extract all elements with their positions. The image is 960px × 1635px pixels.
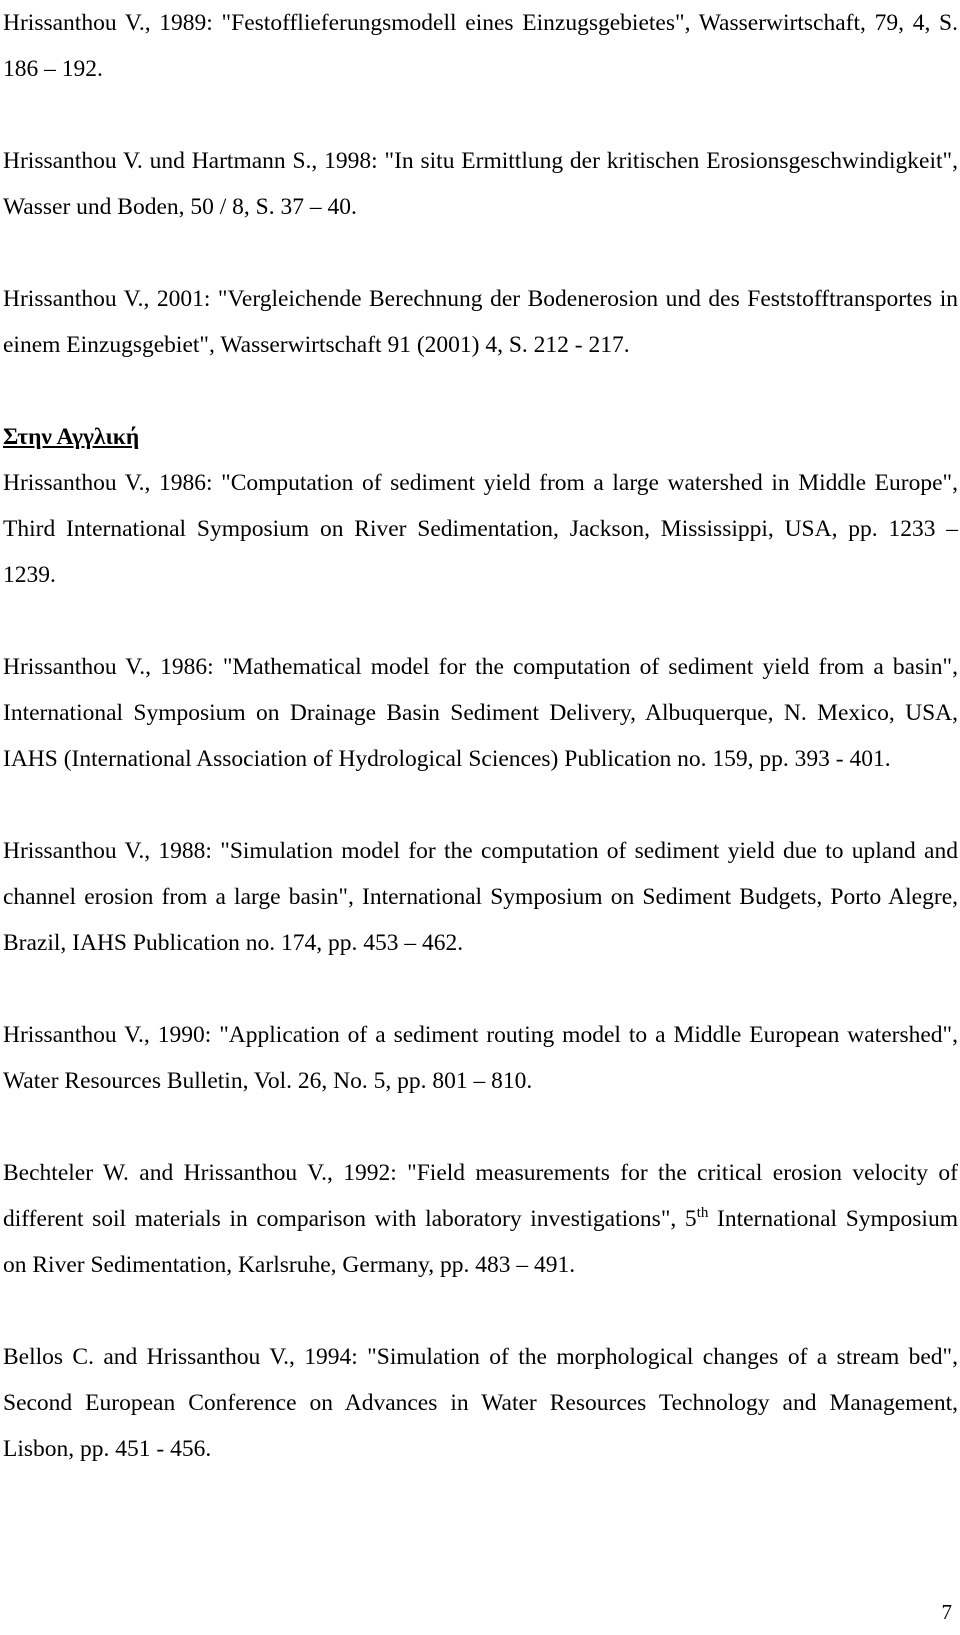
reference-text-part: International Symposium on River Sedimentation, Karlsruhe, Germany, pp. 483 – 491. (3, 1206, 958, 1278)
reference-entry: Hrissanthou V., 1990: "Application of a sediment routing model to a Middle European watershed", Water Resources Bulletin, Vol. 26, No. 5, pp. 801 – 810. (3, 1022, 958, 1094)
reference-entry: Hrissanthou V., 2001: "Vergleichende Berechnung der Bodenerosion und des Feststofftransportes in einem Einzugsgebiet", Wasserwirtschaft 91 (2001) 4, S. 212 - 217. (3, 286, 958, 358)
page-number: 7 (941, 1600, 952, 1624)
section-heading: Στην Αγγλική (3, 424, 140, 450)
ordinal-superscript: th (696, 1205, 709, 1222)
reference-entry: Hrissanthou V., 1986: "Computation of sediment yield from a large watershed in Middle Europe", Third International Symposium on River Sedimentation, Jackson, Mississippi, USA, pp. 1233 – 1239. (3, 470, 958, 588)
reference-text-part: Bechteler W. and Hrissanthou V., 1992: "Field measurements for the critical erosion velocity of different soil materials in comparison with laboratory investigations", 5 (3, 1160, 958, 1232)
reference-entry: Hrissanthou V., 1986: "Mathematical model for the computation of sediment yield from a basin", International Symposium on Drainage Basin Sediment Delivery, Albuquerque, N. Mexico, USA, IAHS (International Association of Hydrological Sciences) Publication no. 159, pp. 393 - 401. (3, 654, 958, 772)
reference-entry: Bellos C. and Hrissanthou V., 1994: "Simulation of the morphological changes of a stream bed", Second European Conference on Advances in Water Resources Technology and Management, Lisbon, pp. 451 - 456. (3, 1344, 958, 1462)
document-page (3, 0, 958, 1472)
reference-entry: Hrissanthou V., 1989: "Festofflieferungsmodell eines Einzugsgebietes", Wasserwirtschaft, 79, 4, S. 186 – 192. (3, 10, 958, 82)
reference-entry: Hrissanthou V., 1988: "Simulation model for the computation of sediment yield due to upland and channel erosion from a large basin", International Symposium on Sediment Budgets, Porto Alegre, Brazil, IAHS Publication no. 174, pp. 453 – 462. (3, 838, 958, 956)
reference-entry: Hrissanthou V. und Hartmann S., 1998: "In situ Ermittlung der kritischen Erosionsgeschwindigkeit", Wasser und Boden, 50 / 8, S. 37 – 40. (3, 148, 958, 220)
reference-entry (3, 1150, 958, 1288)
